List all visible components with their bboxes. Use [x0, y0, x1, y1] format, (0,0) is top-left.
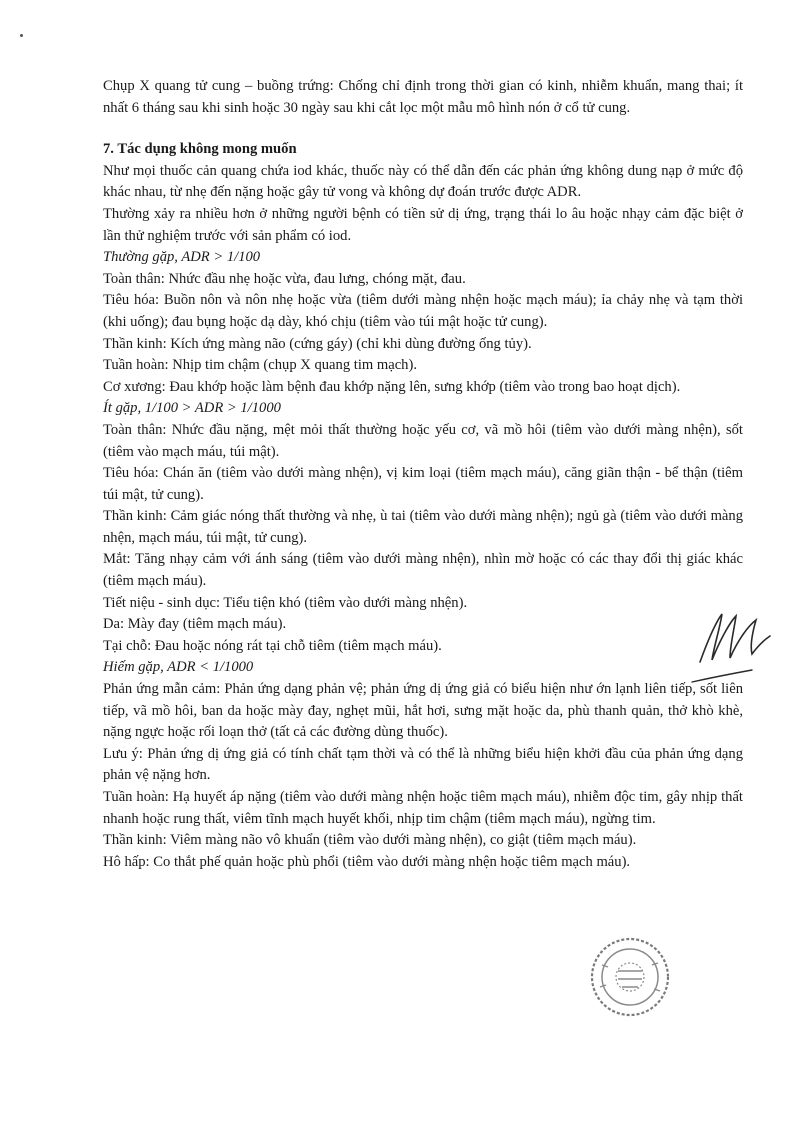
section-paragraph: Như mọi thuốc cản quang chứa iod khác, thuốc này có thể dẫn đến các phản ứng không dung nạp ở mức độ khác nhau, từ nhẹ đến nặng hoặc gây tử vong và không dự đoán trước được ADR.	[103, 162, 743, 201]
adr-item: Tiêu hóa: Buồn nôn và nôn nhẹ hoặc vừa (tiêm dưới màng nhện hoặc mạch máu); ỉa chảy nhẹ và tạm thời (khi uống); đau bụng hoặc dạ dày, khó chịu (tiêm vào túi mật hoặc tử cung).	[103, 292, 743, 330]
adr-item: Tiêu hóa: Chán ăn (tiêm vào dưới màng nhện), vị kim loại (tiêm mạch máu), căng giãn thận - bể thận (tiêm túi mật, tử cung).	[103, 465, 743, 503]
adr-item: Da: Mày đay (tiêm mạch máu).	[103, 616, 287, 633]
adr-item: Thần kinh: Viêm màng não vô khuẩn (tiêm vào dưới màng nhện), co giật (tiêm mạch máu).	[103, 832, 637, 849]
adr-item: Hô hấp: Co thắt phế quản hoặc phù phổi (tiêm vào dưới màng nhện hoặc tiêm mạch máu).	[103, 853, 631, 870]
adr-item: Toàn thân: Nhức đầu nhẹ hoặc vừa, đau lưng, chóng mặt, đau.	[103, 270, 466, 287]
section-paragraph: Thường xảy ra nhiều hơn ở những người bệnh có tiền sử dị ứng, trạng thái lo âu hoặc nhạy cảm đặc biệt ở lần thử nghiệm trước với sản phẩm có iod.	[103, 205, 743, 244]
adr-item: Toàn thân: Nhức đầu nặng, mệt mỏi thất thường hoặc yếu cơ, vã mồ hôi (tiêm vào dưới màng nhện), sốt (tiêm vào mạch máu, túi mật).	[103, 421, 743, 460]
adr-item: Cơ xương: Đau khớp hoặc làm bệnh đau khớp nặng lên, sưng khớp (tiêm vào trong bao hoạt dịch).	[103, 378, 681, 395]
adr-item: Tuần hoàn: Hạ huyết áp nặng (tiêm vào dưới màng nhện hoặc tiêm mạch máu), nhiễm độc tim, gây nhịp thất nhanh hoặc rung thất, viêm tĩnh mạch huyết khối, nhịp tim chậm (tiêm mạch máu), ngừng tim.	[103, 789, 743, 827]
document-body	[103, 76, 743, 873]
frequency-label-common: Thường gặp, ADR > 1/100	[103, 249, 261, 266]
scan-speck	[20, 34, 23, 37]
adr-item: Thần kinh: Cảm giác nóng thất thường và nhẹ, ù tai (tiêm vào dưới màng nhện); ngủ gà (tiêm vào dưới màng nhện, mạch máu, túi mật, tử cung).	[103, 508, 743, 546]
frequency-label-uncommon: Ít gặp, 1/100 > ADR > 1/1000	[103, 400, 281, 417]
adr-item: Phản ứng mẫn cảm: Phản ứng dạng phản vệ; phản ứng dị ứng giả có biểu hiện như ớn lạnh liên tiếp, sốt liên tiếp, vã mồ hôi, ban da hoặc mày đay, nghẹt mũi, hắt hơi, sưng mặt hoặc da, phù thanh quản, thở khò khè, nặng ngực hoặc rối loạn thở (tất cả các đường dùng thuốc).	[103, 681, 743, 741]
section-spacer	[103, 119, 743, 139]
frequency-label-rare: Hiếm gặp, ADR < 1/1000	[103, 659, 254, 676]
adr-item: Tuần hoàn: Nhịp tim chậm (chụp X quang tim mạch).	[103, 357, 417, 374]
adr-item: Thần kinh: Kích ứng màng não (cứng gáy) (chỉ khi dùng đường ống tủy).	[103, 335, 532, 352]
official-seal	[588, 935, 672, 1019]
adr-item: Mắt: Tăng nhạy cảm với ánh sáng (tiêm vào dưới màng nhện), nhìn mờ hoặc có các thay đổi thị giác khác (tiêm mạch máu).	[103, 551, 743, 590]
adr-item: Tại chỗ: Đau hoặc nóng rát tại chỗ tiêm (tiêm mạch máu).	[103, 637, 442, 654]
adr-item: Tiết niệu - sinh dục: Tiểu tiện khó (tiêm vào dưới màng nhện).	[103, 594, 468, 611]
intro-paragraph: Chụp X quang tử cung – buồng trứng: Chống chỉ định trong thời gian có kinh, nhiễm khuẩn, mang thai; ít nhất 6 tháng sau khi sinh hoặc 30 ngày sau khi cắt lọc một mẫu mô hình nón ở cổ tử cung.	[103, 78, 743, 116]
handwritten-signature	[690, 600, 780, 690]
section-heading: 7. Tác dụng không mong muốn	[103, 141, 297, 158]
adr-item: Lưu ý: Phản ứng dị ứng giả có tính chất tạm thời và có thể là những biểu hiện khởi đầu của phản ứng dạng phản vệ nặng hơn.	[103, 745, 743, 784]
